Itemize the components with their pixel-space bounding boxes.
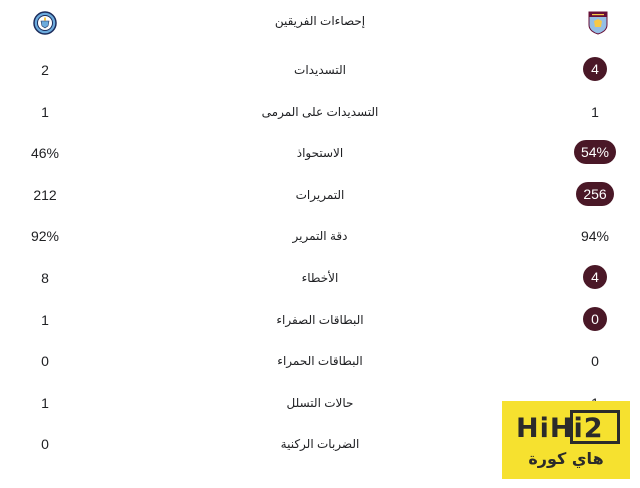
stats-title: إحصاءات الفريقين <box>274 14 366 28</box>
stat-highlight-badge: 0 <box>583 307 607 331</box>
stat-highlight-badge: 256 <box>576 182 613 206</box>
stat-left-value: 1 <box>41 103 49 120</box>
stat-right-value <box>550 264 640 290</box>
stat-highlight-badge: 4 <box>583 265 607 289</box>
stat-highlight-badge: 54% <box>574 140 616 164</box>
stat-label: البطاقات الصفراء <box>276 312 364 327</box>
hihi2-watermark-logo <box>502 401 630 479</box>
stat-right-value: 1 <box>591 103 599 120</box>
stat-row <box>0 139 640 167</box>
stat-right-value: 0 <box>591 353 599 370</box>
stat-left-value: 46% <box>30 145 60 162</box>
stat-left-value: 0 <box>41 353 49 370</box>
stat-left-value: 1 <box>41 311 49 328</box>
stat-label: التسديدات <box>294 63 346 77</box>
stat-label: دقة التمرير <box>292 229 348 244</box>
stat-row <box>0 98 640 126</box>
stat-left-value: 212 <box>33 186 57 203</box>
stat-row <box>0 264 640 292</box>
stat-right-value <box>550 306 640 332</box>
stat-right-value <box>550 56 640 82</box>
stat-row <box>0 306 640 334</box>
stat-right-value: 94% <box>580 228 610 245</box>
stat-right-value <box>550 181 640 207</box>
stat-row <box>0 181 640 209</box>
stat-label: الضربات الركنية <box>280 437 360 452</box>
stat-left-value: 1 <box>41 394 49 411</box>
aston-villa-crest-icon <box>586 10 610 36</box>
stat-left-value: 92% <box>30 228 60 245</box>
stat-label: التسديدات على المرمى <box>261 104 379 119</box>
stat-label: البطاقات الحمراء <box>277 354 363 369</box>
stat-right-value <box>550 139 640 165</box>
stats-header <box>0 0 640 44</box>
stat-row <box>0 56 640 84</box>
stat-left-value: 8 <box>41 270 49 286</box>
stat-row <box>0 347 640 375</box>
stat-left-value: 2 <box>41 62 49 78</box>
watermark-arabic: هاي كورة <box>528 449 604 468</box>
stat-left-value: 0 <box>41 436 49 453</box>
stat-label: الأخطاء <box>301 271 339 285</box>
watermark-brand: HiHi2 <box>516 413 604 444</box>
stat-label: الاستحواذ <box>296 146 344 161</box>
stat-highlight-badge: 4 <box>583 57 607 81</box>
stat-label: حالات التسلل <box>286 395 354 410</box>
stat-row <box>0 222 640 250</box>
stat-label: التمريرات <box>295 187 345 202</box>
